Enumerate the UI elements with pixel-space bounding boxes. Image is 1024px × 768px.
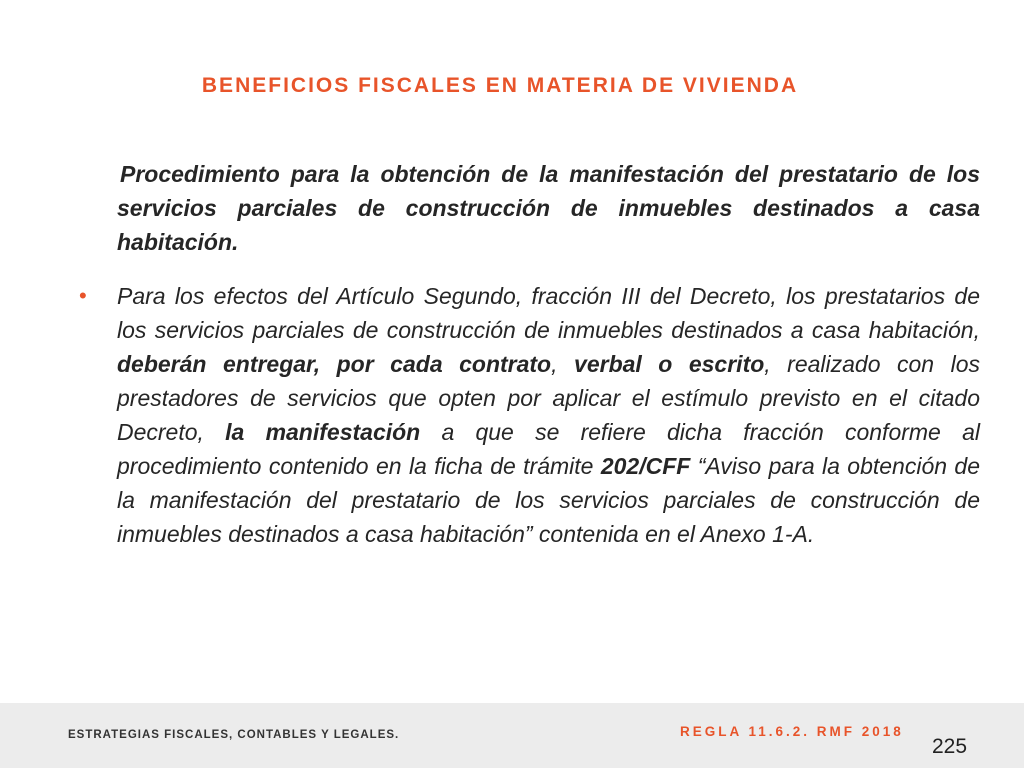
bullet-icon: • — [79, 283, 87, 308]
bullet-text-part: a que se refiere dicha fracción conforme al procedimiento contenido en la ficha de trámite — [117, 419, 980, 479]
footer-rule-reference: REGLA 11.6.2. RMF 2018 — [680, 724, 904, 739]
page-number: 225 — [932, 735, 968, 758]
bullet-text-part: Para los efectos del Artículo Segundo, fracción III del Decreto, los prestatarios de los servicios parciales de construcción de inmuebles destinados a casa habitación, — [117, 283, 980, 343]
footer-org-name: ESTRATEGIAS FISCALES, CONTABLES Y LEGALES. — [68, 729, 400, 741]
bullet-item — [79, 279, 981, 551]
footer-bar — [0, 703, 1024, 768]
slide-title: BENEFICIOS FISCALES EN MATERIA DE VIVIENDA — [201, 74, 799, 97]
bullet-text-part: “Aviso para la obtención de la manifestación del prestatario de los servicios parciales de construcción de inmuebles destinados a casa habitación” contenida en el Anexo 1-A. — [117, 453, 980, 547]
slide-content — [79, 157, 981, 551]
bullet-text-part: , — [551, 351, 575, 377]
bullet-text-bold: verbal o escrito — [574, 351, 765, 377]
bullet-text-bold: la manifestación — [225, 419, 421, 445]
bullet-text — [117, 279, 980, 551]
bullet-text-bold: 202/CFF — [600, 453, 691, 479]
bullet-text-part: , realizado con los prestadores de servicios que opten por aplicar el estímulo previsto en el citado Decreto, — [117, 351, 981, 445]
intro-paragraph: Procedimiento para la obtención de la manifestación del prestatario de los servicios parciales de construcción de inmuebles destinados a casa habitación. — [117, 161, 980, 255]
bullet-text-bold: deberán entregar, por cada contrato — [117, 351, 552, 377]
